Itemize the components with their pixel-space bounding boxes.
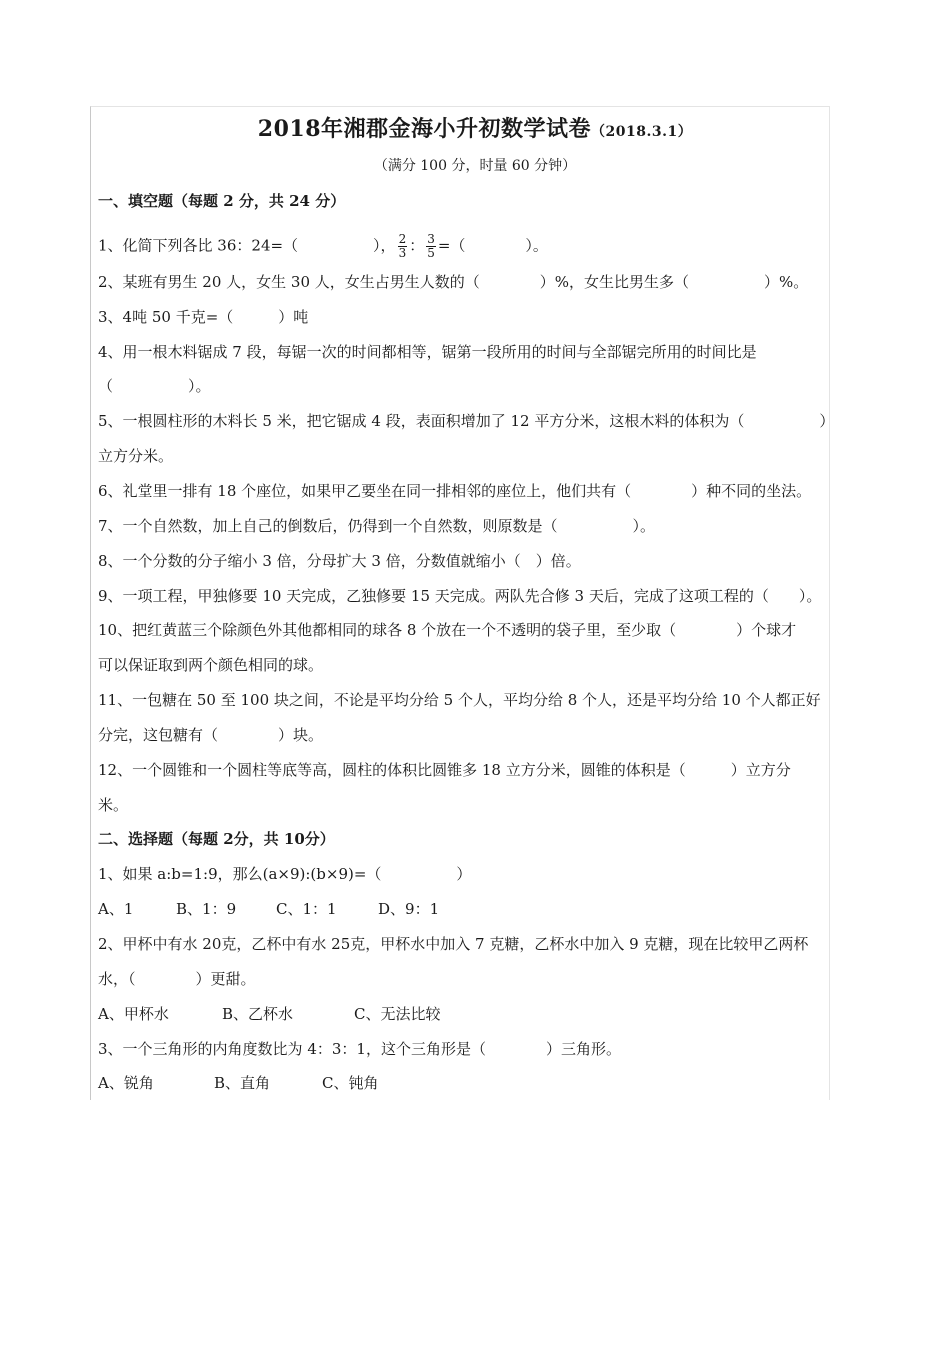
option-c: C、1：1: [276, 900, 337, 918]
question-1-12-line2: 米。: [98, 796, 129, 814]
page-subtitle: （满分 100 分，时量 60 分钟）: [373, 158, 577, 174]
option-c: C、钝角: [322, 1074, 379, 1092]
question-2-2-options: [98, 1003, 828, 1024]
option-b: B、乙杯水: [222, 1005, 294, 1023]
section1-heading: 一、填空题（每题 2 分，共 24 分）: [98, 192, 346, 210]
fraction-2-3: $\frac{2}{3}$: [398, 232, 407, 260]
question-1-2: 2、某班有男生 20 人，女生 30 人，女生占男生人数的（ ）%，女生比男生多（ ）%。: [98, 273, 809, 291]
question-1-4-line2: （ ）。: [98, 377, 211, 395]
question-2-1-options: [98, 898, 828, 919]
option-c: C、无法比较: [354, 1005, 441, 1023]
page-title: [0, 112, 950, 143]
option-b: B、直角: [214, 1074, 271, 1092]
title-text: 2018年湘郡金海小升初数学试卷: [257, 116, 592, 142]
question-1-11-line1: 11、一包糖在 50 至 100 块之间，不论是平均分给 5 个人，平均分给 8 个人，还是平均分给 10 个人都正好: [98, 691, 821, 709]
option-d: D、9：1: [378, 900, 440, 918]
question-1-10-line2: 可以保证取到两个颜色相同的球。: [98, 656, 324, 674]
option-a: A、甲杯水: [98, 1005, 169, 1023]
option-a: A、锐角: [98, 1074, 154, 1092]
fraction-3-5: $\frac{3}{5}$: [427, 232, 435, 260]
question-2-1: 1、如果 a:b=1:9，那么(a×9):(b×9)=（ ）: [98, 865, 472, 883]
option-b: B、1：9: [176, 900, 237, 918]
question-1-6: 6、礼堂里一排有 18 个座位，如果甲乙要坐在同一排相邻的座位上，他们共有（ ）种不同的坐法。: [98, 482, 812, 500]
q1-suffix: =（ ）。: [437, 236, 548, 255]
question-1-3: 3、4吨 50 千克=（ ）吨: [98, 308, 309, 326]
question-2-2-line1: 2、甲杯中有水 20克，乙杯中有水 25克，甲杯水中加入 7 克糖，乙杯水中加入 9 克糖，现在比较甲乙两杯: [98, 935, 809, 953]
q1-sep: ：: [409, 236, 425, 255]
question-1-8: 8、一个分数的分子缩小 3 倍，分母扩大 3 倍，分数值就缩小（ ）倍。: [98, 552, 581, 570]
question-1-11-line2: 分完，这包糖有（ ）块。: [98, 726, 324, 744]
question-1-5-line2: 立方分米。: [98, 447, 174, 465]
question-2-3-options: [98, 1072, 828, 1093]
question-1-12-line1: 12、一个圆锥和一个圆柱等底等高，圆柱的体积比圆锥多 18 立方分米，圆锥的体积是（ ）立方分: [98, 761, 791, 779]
question-1-9: 9、一项工程，甲独修要 10 天完成，乙独修要 15 天完成。两队先合修 3 天后，完成了这项工程的（ ）。: [98, 587, 822, 605]
question-1-5-line1: 5、一根圆柱形的木料长 5 米，把它锯成 4 段，表面积增加了 12 平方分米，这根木料的体积为（ ）: [98, 412, 835, 430]
question-2-3: 3、一个三角形的内角度数比为 4：3：1，这个三角形是（ ）三角形。: [98, 1040, 621, 1058]
q1-prefix: 1、化简下列各比 36：24=（ ），: [98, 236, 396, 255]
section2-heading: 二、选择题（每题 2分，共 10分）: [98, 830, 335, 848]
option-a: A、1: [98, 900, 134, 918]
title-date: （2018.3.1）: [591, 124, 693, 140]
question-1-1: [98, 233, 828, 260]
question-1-7: 7、一个自然数，加上自己的倒数后，仍得到一个自然数，则原数是（ ）。: [98, 517, 656, 535]
question-1-4-line1: 4、用一根木料锯成 7 段，每锯一次的时间都相等，锯第一段所用的时间与全部锯完所用的时间比是: [98, 343, 757, 361]
question-1-10-line1: 10、把红黄蓝三个除颜色外其他都相同的球各 8 个放在一个不透明的袋子里，至少取（ ）个球才: [98, 621, 797, 639]
question-2-2-line2: 水，（ ）更甜。: [98, 970, 256, 988]
